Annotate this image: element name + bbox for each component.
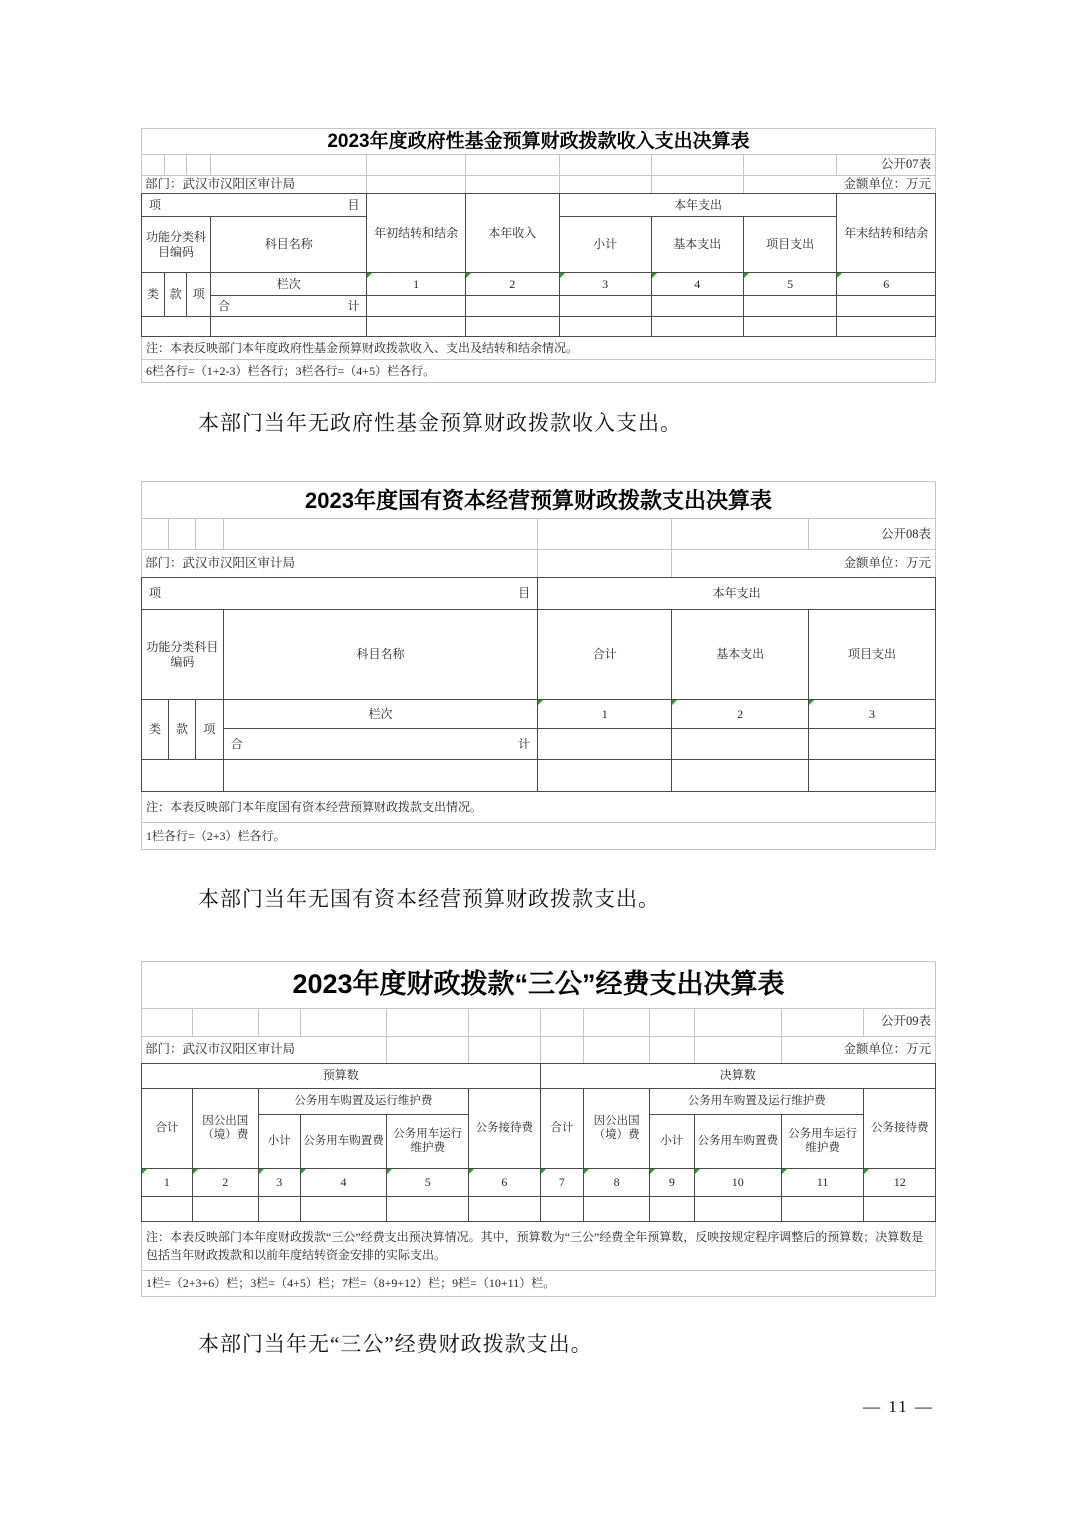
col-header-lei: 类 — [142, 273, 165, 317]
total-right: 计 — [518, 736, 531, 751]
table-state-capital-budget — [141, 481, 936, 850]
item-header-cell — [142, 194, 367, 217]
table-formula: 6栏各行=（1+2-3）栏各行；3栏各行=（4+5）栏各行。 — [142, 360, 936, 383]
empty-cell — [387, 1008, 469, 1036]
sheet-number-label: 公开08表 — [808, 519, 935, 550]
table-note: 注：本表反映部门本年度财政拨款“三公”经费支出预决算情况。其中，预算数为“三公”经费全年预算数，反映按规定程序调整后的预算数；决算数是包括当年财政拨款和以前年度结转资金安排的实际支出。 — [142, 1221, 936, 1270]
empty-cell — [538, 760, 672, 792]
empty-cell — [743, 155, 837, 176]
col-index-cell: 2 — [465, 273, 559, 296]
col-header-current-expenditure: 本年支出 — [559, 194, 837, 217]
col-header-project: 项目支出 — [743, 217, 837, 273]
col-index-cell: 5 — [387, 1168, 469, 1196]
empty-cell — [465, 176, 559, 194]
table-formula: 1栏=（2+3+6）栏；3栏=（4+5）栏；7栏=（8+9+12）栏；9栏=（10+11）栏。 — [142, 1270, 936, 1296]
col-header-current-expenditure: 本年支出 — [538, 578, 936, 610]
col-index-cell: 12 — [864, 1168, 936, 1196]
col-header-xiang: 项 — [187, 273, 211, 317]
empty-cell — [650, 1008, 694, 1036]
col-index-cell: 1 — [142, 1168, 193, 1196]
empty-cell — [469, 1196, 540, 1221]
empty-cell — [192, 1196, 258, 1221]
col-header-vehicle-purchase-final: 公务用车购置费 — [694, 1114, 781, 1168]
total-left: 合 — [218, 298, 231, 313]
total-row-label — [211, 296, 367, 317]
empty-cell — [300, 1196, 387, 1221]
table-title: 2023年度财政拨款“三公”经费支出决算表 — [142, 961, 936, 1008]
statement-paragraph-1: 本部门当年无政府性基金预算财政拨款收入支出。 — [198, 411, 682, 435]
empty-cell — [584, 1036, 650, 1063]
empty-cell — [672, 519, 809, 550]
col-index-cell: 10 — [694, 1168, 781, 1196]
empty-cell — [142, 760, 224, 792]
table-note: 注：本表反映部门本年度政府性基金预算财政拨款收入、支出及结转和结余情况。 — [142, 337, 936, 360]
item-left: 项 — [149, 197, 162, 212]
empty-cell — [387, 1196, 469, 1221]
empty-cell — [672, 760, 809, 792]
empty-cell — [694, 1008, 781, 1036]
col-header-total: 合计 — [538, 610, 672, 700]
unit-label: 金额单位：万元 — [672, 550, 936, 578]
empty-cell — [187, 155, 211, 176]
empty-cell — [223, 760, 537, 792]
col-index-cell: 6 — [469, 1168, 540, 1196]
total-left: 合 — [230, 736, 243, 751]
col-index-cell: 5 — [743, 273, 837, 296]
empty-cell — [781, 1008, 864, 1036]
empty-cell — [808, 760, 935, 792]
empty-cell — [540, 1036, 584, 1063]
col-index-cell: 4 — [300, 1168, 387, 1196]
total-row-label — [223, 729, 537, 760]
col-index-cell: 9 — [650, 1168, 694, 1196]
col-header-function-code: 功能分类科目编码 — [142, 217, 211, 273]
empty-cell — [540, 1008, 584, 1036]
empty-cell — [651, 176, 743, 194]
col-index-cell: 11 — [781, 1168, 864, 1196]
empty-cell — [864, 1196, 936, 1221]
col-header-abroad-final: 因公出国（境）费 — [584, 1088, 650, 1168]
col-header-vehicle-maintain-final: 公务用车运行维护费 — [781, 1114, 864, 1168]
empty-cell — [837, 296, 936, 317]
col-header-income: 本年收入 — [465, 194, 559, 273]
department-label: 部门：武汉市汉阳区审计局 — [142, 176, 367, 194]
empty-cell — [469, 1008, 540, 1036]
col-index-cell: 2 — [192, 1168, 258, 1196]
col-header-kuan: 款 — [165, 273, 187, 317]
empty-cell — [142, 317, 211, 337]
empty-cell — [672, 729, 809, 760]
table-formula: 1栏各行=（2+3）栏各行。 — [142, 823, 936, 850]
col-header-basic: 基本支出 — [651, 217, 743, 273]
col-index-cell: 7 — [540, 1168, 584, 1196]
item-right: 目 — [518, 586, 531, 601]
department-label: 部门：武汉市汉阳区审计局 — [142, 1036, 387, 1063]
col-header-vehicle-subtotal-budget: 小计 — [258, 1114, 300, 1168]
empty-cell — [538, 550, 672, 578]
empty-cell — [223, 519, 537, 550]
empty-cell — [559, 296, 651, 317]
empty-cell — [469, 1036, 540, 1063]
empty-cell — [559, 176, 651, 194]
empty-cell — [211, 317, 367, 337]
empty-cell — [465, 155, 559, 176]
empty-cell — [192, 1008, 258, 1036]
empty-cell — [837, 317, 936, 337]
empty-cell — [559, 155, 651, 176]
department-label: 部门：武汉市汉阳区审计局 — [142, 550, 538, 578]
col-index-cell: 1 — [367, 273, 465, 296]
sheet-number-label: 公开09表 — [864, 1008, 936, 1036]
empty-cell — [540, 1196, 584, 1221]
empty-cell — [168, 519, 195, 550]
empty-cell — [584, 1008, 650, 1036]
empty-cell — [651, 296, 743, 317]
empty-cell — [142, 1196, 193, 1221]
total-right: 计 — [347, 298, 360, 313]
unit-label: 金额单位：万元 — [743, 176, 935, 194]
empty-cell — [367, 155, 465, 176]
col-header-reception-budget: 公务接待费 — [469, 1088, 540, 1168]
col-index-cell: 4 — [651, 273, 743, 296]
empty-cell — [258, 1196, 300, 1221]
item-left: 项 — [149, 586, 162, 601]
col-header-vehicle-subtotal-final: 小计 — [650, 1114, 694, 1168]
table-title: 2023年度政府性基金预算财政拨款收入支出决算表 — [142, 129, 936, 155]
empty-cell — [743, 317, 837, 337]
col-header-final: 决算数 — [540, 1063, 935, 1088]
empty-cell — [559, 317, 651, 337]
page-content — [141, 0, 936, 1417]
empty-cell — [142, 155, 165, 176]
empty-cell — [694, 1036, 781, 1063]
col-index-cell: 3 — [559, 273, 651, 296]
empty-cell — [367, 176, 465, 194]
page-number: — 11 — — [863, 1397, 934, 1417]
empty-cell — [465, 296, 559, 317]
col-header-abroad-budget: 因公出国（境）费 — [192, 1088, 258, 1168]
col-header-subject-name: 科目名称 — [211, 217, 367, 273]
empty-cell — [142, 1008, 193, 1036]
empty-cell — [211, 155, 367, 176]
empty-cell — [165, 155, 187, 176]
unit-label: 金额单位：万元 — [781, 1036, 935, 1063]
col-header-kuan: 款 — [168, 700, 195, 760]
col-header-end-balance: 年末结转和结余 — [837, 194, 936, 273]
col-header-reception-final: 公务接待费 — [864, 1088, 936, 1168]
empty-cell — [781, 1196, 864, 1221]
table-three-public-expenses — [141, 961, 936, 1297]
empty-cell — [584, 1196, 650, 1221]
statement-paragraph-2: 本部门当年无国有资本经营预算财政拨款支出。 — [198, 887, 660, 912]
empty-cell — [650, 1196, 694, 1221]
col-index-label: 栏次 — [211, 273, 367, 296]
col-header-begin-balance: 年初结转和结余 — [367, 194, 465, 273]
table-title: 2023年度国有资本经营预算财政拨款支出决算表 — [142, 482, 936, 519]
empty-cell — [300, 1008, 387, 1036]
item-right: 目 — [347, 197, 360, 212]
col-index-cell: 1 — [538, 700, 672, 729]
col-index-cell: 8 — [584, 1168, 650, 1196]
col-index-cell: 6 — [837, 273, 936, 296]
empty-cell — [808, 729, 935, 760]
col-header-project: 项目支出 — [808, 610, 935, 700]
empty-cell — [387, 1036, 469, 1063]
col-header-subtotal: 小计 — [559, 217, 651, 273]
empty-cell — [538, 729, 672, 760]
col-header-total-budget: 合计 — [142, 1088, 193, 1168]
col-header-budget: 预算数 — [142, 1063, 541, 1088]
empty-cell — [367, 317, 465, 337]
col-header-lei: 类 — [142, 700, 169, 760]
col-index-cell: 2 — [672, 700, 809, 729]
empty-cell — [743, 296, 837, 317]
empty-cell — [650, 1036, 694, 1063]
col-header-vehicle-group-budget: 公务用车购置及运行维护费 — [258, 1088, 468, 1114]
empty-cell — [651, 317, 743, 337]
empty-cell — [195, 519, 223, 550]
empty-cell — [538, 519, 672, 550]
sheet-number-label: 公开07表 — [837, 155, 936, 176]
col-header-subject-name: 科目名称 — [223, 610, 537, 700]
col-header-vehicle-group-final: 公务用车购置及运行维护费 — [650, 1088, 864, 1114]
statement-paragraph-3: 本部门当年无“三公”经费财政拨款支出。 — [198, 1331, 593, 1356]
col-header-vehicle-purchase-budget: 公务用车购置费 — [300, 1114, 387, 1168]
col-header-total-final: 合计 — [540, 1088, 584, 1168]
col-header-basic: 基本支出 — [672, 610, 809, 700]
empty-cell — [258, 1008, 300, 1036]
col-header-xiang: 项 — [195, 700, 223, 760]
col-header-vehicle-maintain-budget: 公务用车运行维护费 — [387, 1114, 469, 1168]
table-gov-fund-budget — [141, 128, 936, 383]
item-header-cell — [142, 578, 538, 610]
empty-cell — [694, 1196, 781, 1221]
table-note: 注：本表反映部门本年度国有资本经营预算财政拨款支出情况。 — [142, 792, 936, 823]
col-index-cell: 3 — [258, 1168, 300, 1196]
col-index-label: 栏次 — [223, 700, 537, 729]
empty-cell — [465, 317, 559, 337]
empty-cell — [367, 296, 465, 317]
empty-cell — [142, 519, 169, 550]
col-index-cell: 3 — [808, 700, 935, 729]
empty-cell — [651, 155, 743, 176]
col-header-function-code: 功能分类科目编码 — [142, 610, 224, 700]
